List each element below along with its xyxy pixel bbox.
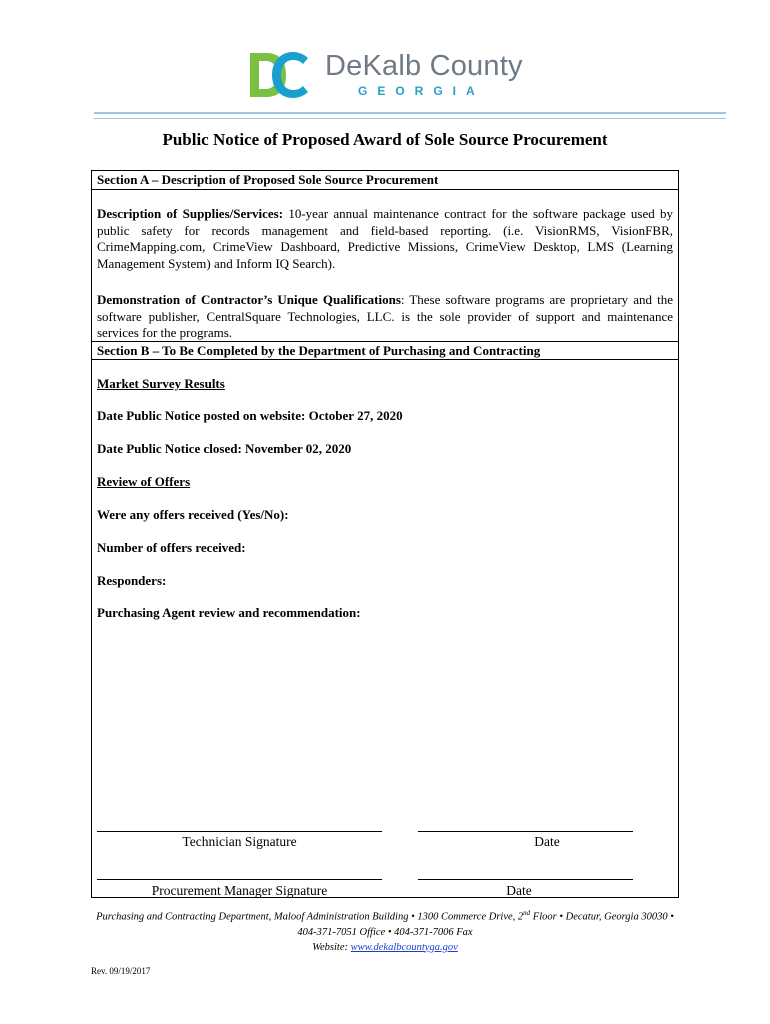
page-title: Public Notice of Proposed Award of Sole Source Procurement	[162, 130, 608, 149]
supplies-text: 10-year annual maintenance contract for the software package used by public safety for records management and field-based reporting. (i.e. VisionRMS, VisionFBR, CrimeMapping.com, CrimeView Dashboard, Predictive Missions, CrimeView Desktop, LMS (Learning Management System) and Inform IQ Search).	[97, 206, 673, 271]
supplies-label: Description of Supplies/Services:	[97, 206, 284, 221]
qualifications-label: Demonstration of Contractor’s Unique Qualifications	[97, 292, 401, 307]
header-rule-bottom	[94, 118, 726, 119]
technician-date-label: Date	[534, 834, 560, 849]
agent-review-field: Purchasing Agent review and recommendation:	[97, 605, 361, 620]
section-a-divider	[91, 189, 679, 190]
manager-date-line[interactable]	[418, 879, 633, 880]
website-link[interactable]: www.dekalbcountyga.gov	[350, 941, 458, 953]
technician-date-line[interactable]	[418, 831, 633, 832]
footer-website-line: Website: www.dekalbcountyga.gov	[312, 941, 458, 953]
manager-signature-label: Procurement Manager Signature	[151, 883, 328, 898]
footer-phone-line: 404-371-7051 Office • 404-371-7006 Fax	[297, 926, 473, 938]
responders-field: Responders:	[97, 573, 167, 588]
footer-address	[0, 906, 770, 955]
offers-received-field: Were any offers received (Yes/No):	[97, 507, 289, 522]
manager-date-label: Date	[506, 883, 532, 898]
manager-signature-line[interactable]	[97, 879, 382, 880]
technician-signature-label: Technician Signature	[182, 834, 297, 849]
qualifications-description	[97, 292, 673, 342]
header-rule-top	[94, 112, 726, 114]
qualifications-text: : These software programs are proprietary and the software publisher, CentralSquare Technologies, LLC. is the sole provider of support and maintenance services for the programs.	[97, 292, 673, 340]
dekalb-dc-logo-icon	[248, 50, 310, 100]
section-a-heading: Section A – Description of Proposed Sole Source Procurement	[97, 172, 439, 187]
date-posted-field: Date Public Notice posted on website: October 27, 2020	[97, 408, 403, 423]
market-survey-heading: Market Survey Results	[97, 376, 225, 391]
form-frame	[91, 170, 679, 898]
letterhead	[0, 0, 770, 124]
section-b-divider	[91, 359, 679, 360]
section-b-heading: Section B – To Be Completed by the Department of Purchasing and Contracting	[97, 343, 541, 358]
review-offers-heading: Review of Offers	[97, 474, 191, 489]
supplies-description	[97, 206, 673, 272]
technician-signature-line[interactable]	[97, 831, 382, 832]
number-offers-field: Number of offers received:	[97, 540, 246, 555]
date-closed-field: Date Public Notice closed: November 02, 2020	[97, 441, 352, 456]
section-b-divider-top	[91, 341, 679, 342]
brand-state: GEORGIA	[358, 84, 485, 98]
footer-line-1: Purchasing and Contracting Department, Maloof Administration Building • 1300 Commerce Drive, 2nd Floor • Decatur, Georgia 30030 •	[96, 909, 674, 923]
brand-name: DeKalb County	[325, 50, 523, 82]
revision-date: Rev. 09/19/2017	[91, 966, 151, 976]
